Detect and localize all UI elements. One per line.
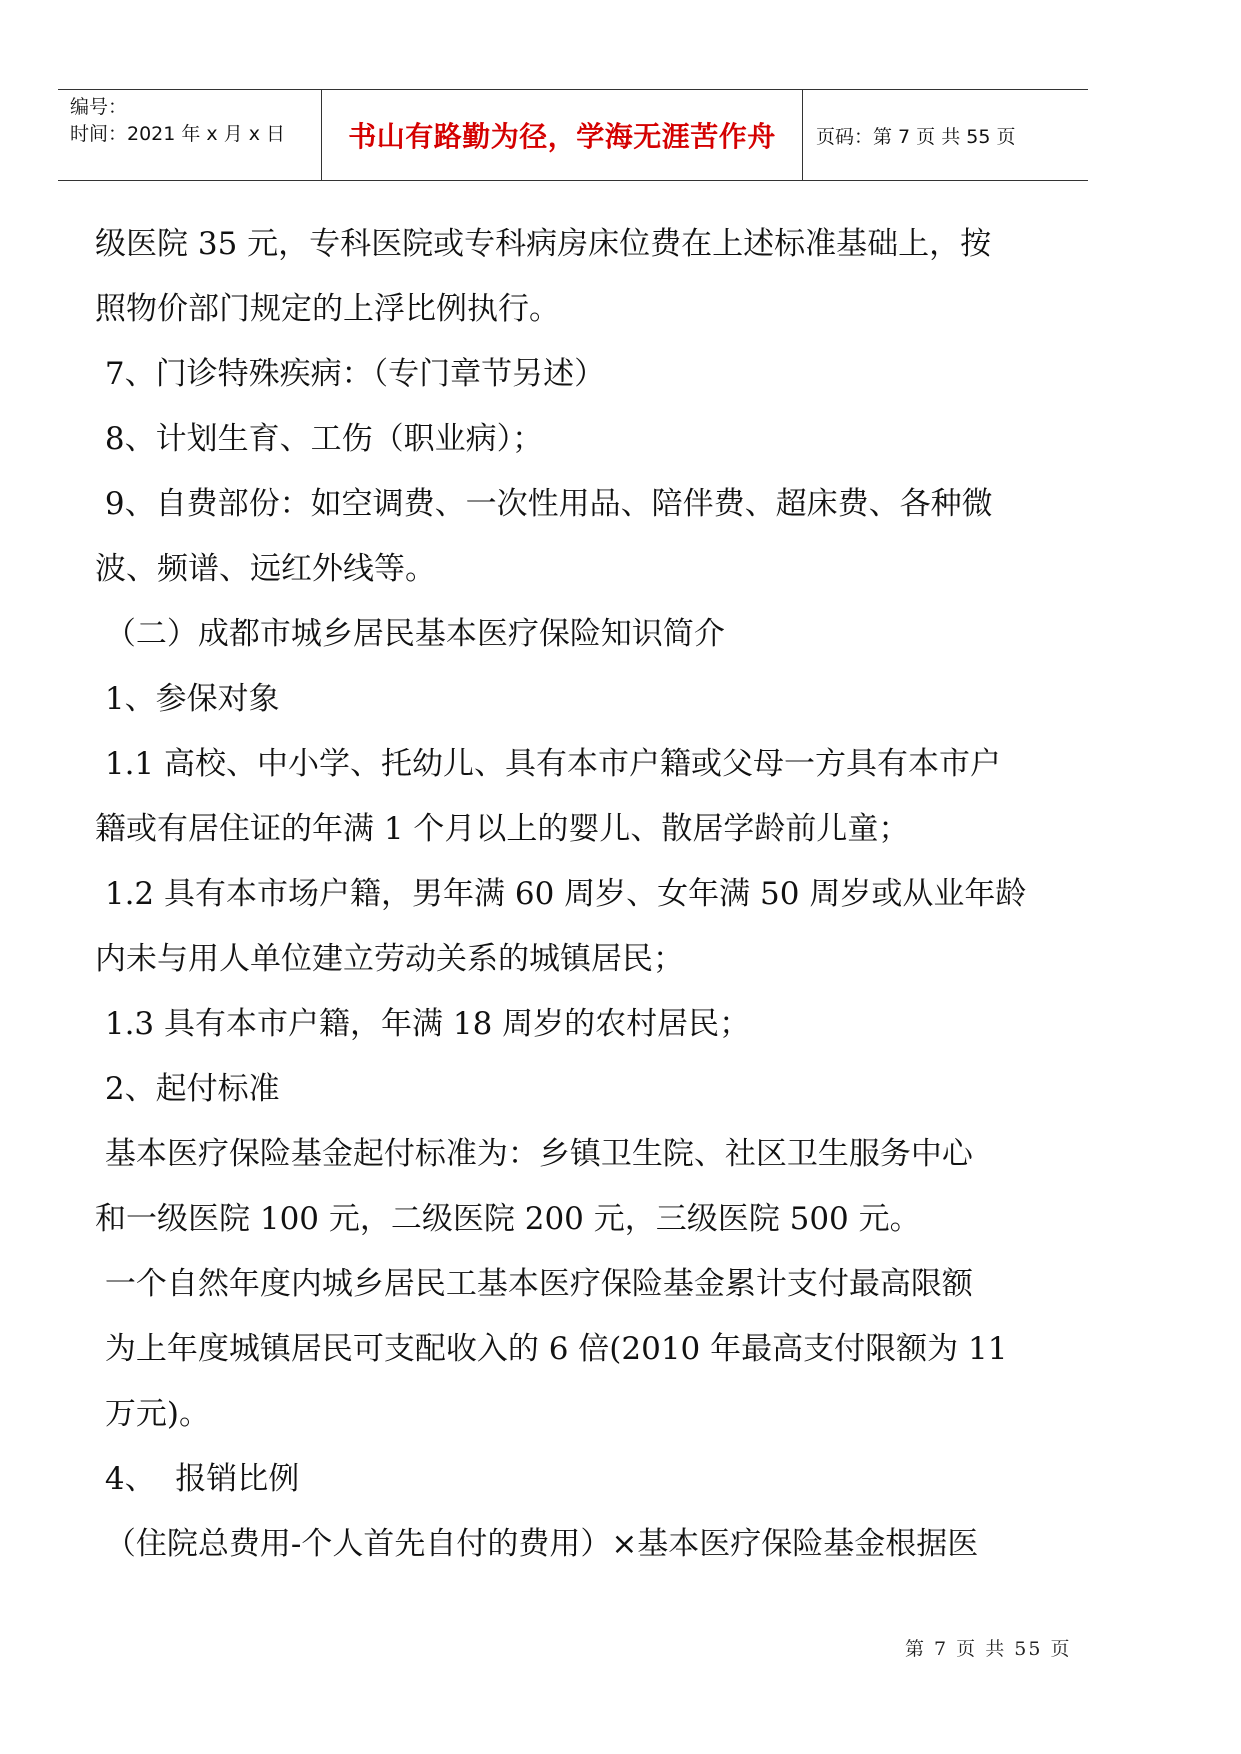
- page-footer: 第 7 页 共 55 页: [905, 1638, 1072, 1660]
- body-line: 9、自费部份：如空调费、一次性用品、陪伴费、超床费、各种微: [95, 486, 993, 522]
- body-line: 1、参保对象: [95, 681, 280, 717]
- body-line: 波、频谱、远红外线等。: [95, 551, 436, 587]
- time-label: 时间：2021 年 x 月 x 日: [70, 123, 286, 145]
- body-line: 基本医疗保险基金起付标准为：乡镇卫生院、社区卫生服务中心: [95, 1136, 973, 1172]
- body-line: 1.2 具有本市场户籍，男年满 60 周岁、女年满 50 周岁或从业年龄: [95, 876, 1027, 912]
- body-line: 8、计划生育、工伤（职业病）；: [95, 421, 544, 457]
- body-line: 1.1 高校、中小学、托幼儿、具有本市户籍或父母一方具有本市户: [95, 746, 1002, 782]
- body-line: （二）成都市城乡居民基本医疗保险知识简介: [95, 616, 725, 652]
- header-motto: 书山有路勤为径，学海无涯苦作舟: [348, 120, 776, 153]
- body-line: 万元)。: [95, 1396, 210, 1432]
- document-body: [95, 212, 1060, 1577]
- body-line: 7、门诊特殊疾病：（专门章节另述）: [95, 356, 606, 392]
- body-line: （住院总费用-个人首先自付的费用）×基本医疗保险基金根据医: [95, 1526, 979, 1562]
- body-line: 照物价部门规定的上浮比例执行。: [95, 291, 560, 327]
- body-line: 1.3 具有本市户籍，年满 18 周岁的农村居民；: [95, 1006, 751, 1042]
- body-line: 籍或有居住证的年满 1 个月以上的婴儿、散居学龄前儿童；: [95, 811, 910, 847]
- body-line: 4、 报销比例: [95, 1461, 300, 1497]
- body-line: 级医院 35 元，专科医院或专科病房床位费在上述标准基础上，按: [95, 226, 992, 262]
- body-line: 为上年度城镇居民可支配收入的 6 倍(2010 年最高支付限额为 11: [95, 1331, 1008, 1367]
- number-label: 编号：: [70, 96, 128, 118]
- header-page-info: 页码：第 7 页 共 55 页: [816, 125, 1016, 148]
- body-line: 和一级医院 100 元，二级医院 200 元，三级医院 500 元。: [95, 1201, 921, 1237]
- body-line: 内未与用人单位建立劳动关系的城镇居民；: [95, 941, 684, 977]
- body-line: 一个自然年度内城乡居民工基本医疗保险基金累计支付最高限额: [95, 1266, 973, 1302]
- header-divider-right: [802, 90, 803, 180]
- body-line: 2、起付标准: [95, 1071, 280, 1107]
- document-header: [58, 89, 1088, 181]
